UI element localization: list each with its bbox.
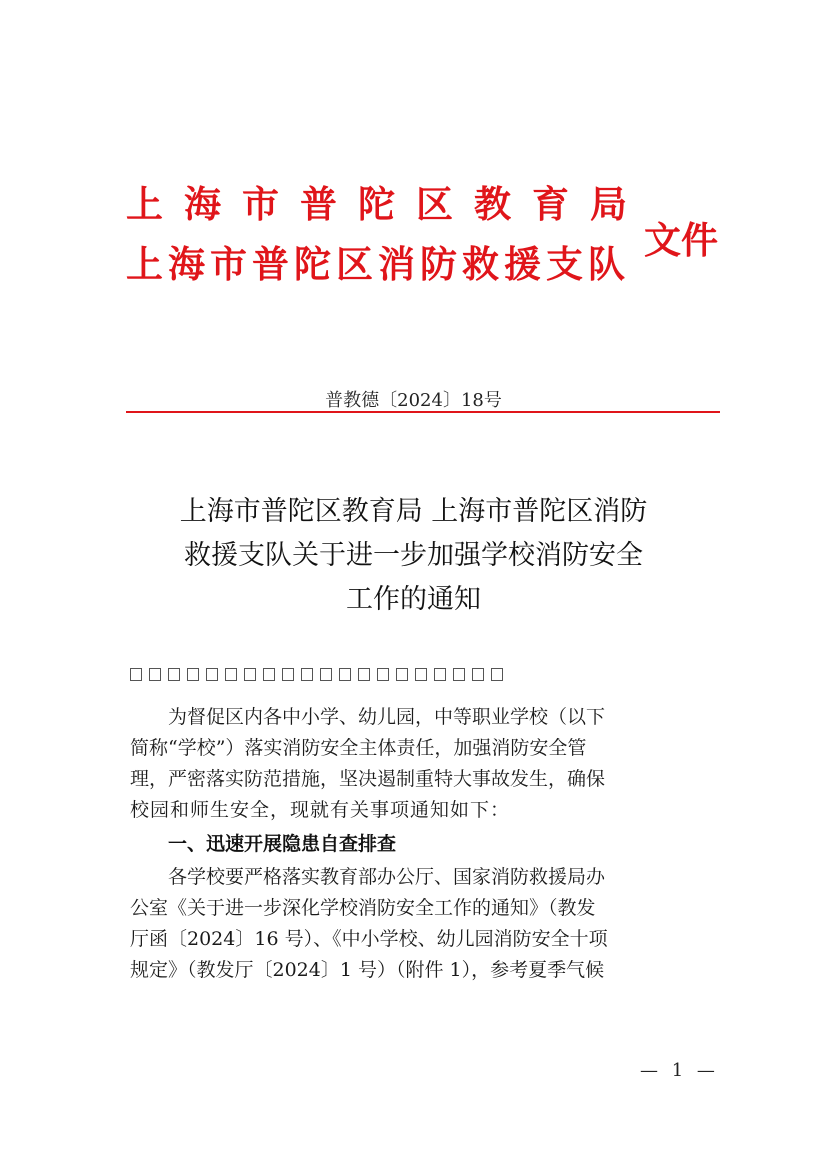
missing-glyph-box xyxy=(415,668,427,681)
missing-glyph-box xyxy=(358,668,370,681)
missing-glyph-box xyxy=(320,668,332,681)
missing-glyph-box xyxy=(149,668,161,681)
missing-glyph-box xyxy=(339,668,351,681)
title-line: 救援支队关于进一步加强学校消防安全 xyxy=(184,540,643,571)
missing-glyph-box xyxy=(282,668,294,681)
document-title xyxy=(110,490,717,622)
paragraph-line: 厅函〔2024〕16 号）、《中小学校、幼儿园消防安全十项 xyxy=(130,928,608,950)
paragraph-line: 规定》（教发厅〔2024〕1 号）（附件 1），参考夏季气候 xyxy=(130,959,605,981)
red-divider xyxy=(126,411,720,413)
title-line: 工作的通知 xyxy=(346,584,481,615)
paragraph-line: 公室《关于进一步深化学校消防安全工作的通知》（教发 xyxy=(130,897,596,919)
paragraph-line: 各学校要严格落实教育部办公厅、国家消防救援局办 xyxy=(168,866,606,888)
missing-glyph-box xyxy=(130,668,142,681)
missing-glyph-box xyxy=(491,668,503,681)
document-header xyxy=(126,182,726,292)
missing-glyph-box xyxy=(377,668,389,681)
document-number: 普教德〔2024〕18号 xyxy=(325,390,502,411)
title-line: 上海市普陀区教育局 上海市普陀区消防 xyxy=(179,496,648,527)
missing-glyph-line xyxy=(130,668,503,681)
section-heading: 一、迅速开展隐患自查排查 xyxy=(168,833,397,855)
missing-glyph-box xyxy=(168,668,180,681)
missing-glyph-box xyxy=(187,668,199,681)
missing-glyph-box xyxy=(244,668,256,681)
missing-glyph-box xyxy=(225,668,237,681)
paragraph-line: 校园和师生安全，现就有关事项通知如下： xyxy=(130,799,511,821)
header-issuer-1: 上海市普陀区教育局 xyxy=(126,183,648,226)
page-number: — 1 — xyxy=(640,1060,719,1081)
missing-glyph-box xyxy=(396,668,408,681)
missing-glyph-box xyxy=(453,668,465,681)
missing-glyph-box xyxy=(263,668,275,681)
paragraph-line: 为督促区内各中小学、幼儿园，中等职业学校（以下 xyxy=(168,706,606,728)
paragraph-line: 简称“学校”）落实消防安全主体责任，加强消防安全管 xyxy=(130,737,587,759)
missing-glyph-box xyxy=(472,668,484,681)
missing-glyph-box xyxy=(206,668,218,681)
document-body xyxy=(130,702,704,986)
missing-glyph-box xyxy=(301,668,313,681)
missing-glyph-box xyxy=(434,668,446,681)
header-suffix: 文件 xyxy=(644,219,718,262)
paragraph-line: 理，严密落实防范措施，坚决遏制重特大事故发生，确保 xyxy=(130,768,606,790)
header-issuer-2: 上海市普陀区消防救援支队 xyxy=(126,243,630,286)
